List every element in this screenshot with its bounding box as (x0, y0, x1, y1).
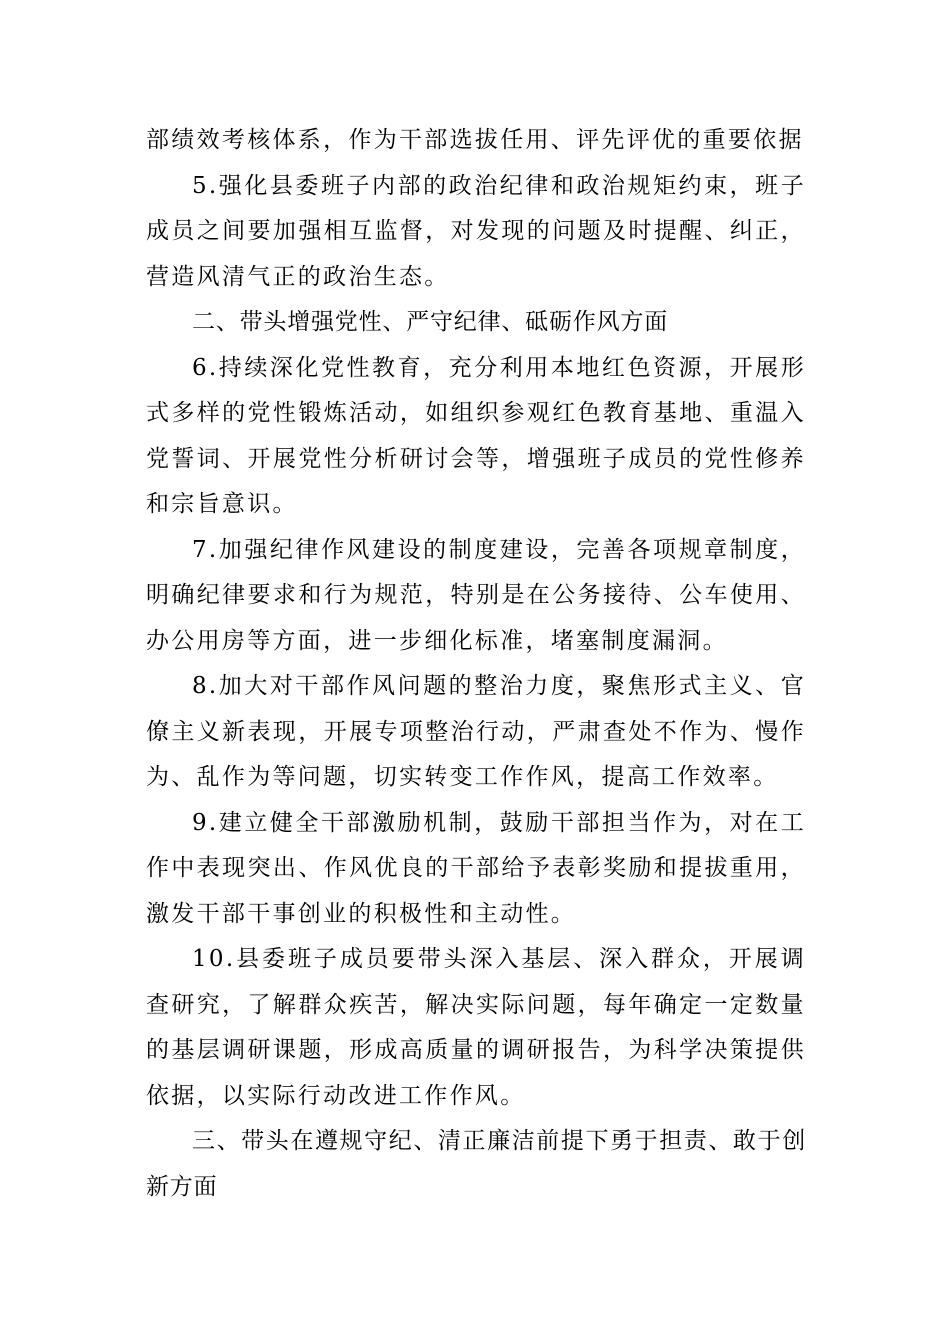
document-page (146, 118, 806, 1210)
paragraph-item-7: 7.加强纪律作风建设的制度建设，完善各项规章制度，明确纪律要求和行为规范，特别是在公务接待、公车使用、办公用房等方面，进一步细化标准，堵塞制度漏洞。 (146, 536, 806, 654)
paragraph-continuation: 部绩效考核体系，作为干部选拔任用、评先评优的重要依据 (146, 127, 804, 153)
paragraph-item-10: 10.县委班子成员要带头深入基层、深入群众，开展调查研究，了解群众疾苦，解决实际问题，每年确定一定数量的基层调研课题，形成高质量的调研报告，为科学决策提供依据，以实际行动改进工作作风。 (146, 946, 806, 1109)
paragraph-item-9: 9.建立健全干部激励机制，鼓励干部担当作为，对在工作中表现突出、作风优良的干部给予表彰奖励和提拔重用，激发干部干事创业的积极性和主动性。 (146, 809, 806, 927)
section-heading-3: 三、带头在遵规守纪、清正廉洁前提下勇于担责、敢于创新方面 (146, 1128, 806, 1200)
section-heading-2: 二、带头增强党性、严守纪律、砥砺作风方面 (192, 309, 668, 335)
paragraph-item-6: 6.持续深化党性教育，充分利用本地红色资源，开展形式多样的党性锻炼活动，如组织参观红色教育基地、重温入党誓词、开展党性分析研讨会等，增强班子成员的党性修养和宗旨意识。 (146, 354, 806, 517)
paragraph-item-8: 8.加大对干部作风问题的整治力度，聚焦形式主义、官僚主义新表现，开展专项整治行动，严肃查处不作为、慢作为、乱作为等问题，切实转变工作作风，提高工作效率。 (146, 673, 806, 790)
paragraph-item-5: 5.强化县委班子内部的政治纪律和政治规矩约束，班子成员之间要加强相互监督，对发现的问题及时提醒、纠正，营造风清气正的政治生态。 (146, 172, 806, 290)
